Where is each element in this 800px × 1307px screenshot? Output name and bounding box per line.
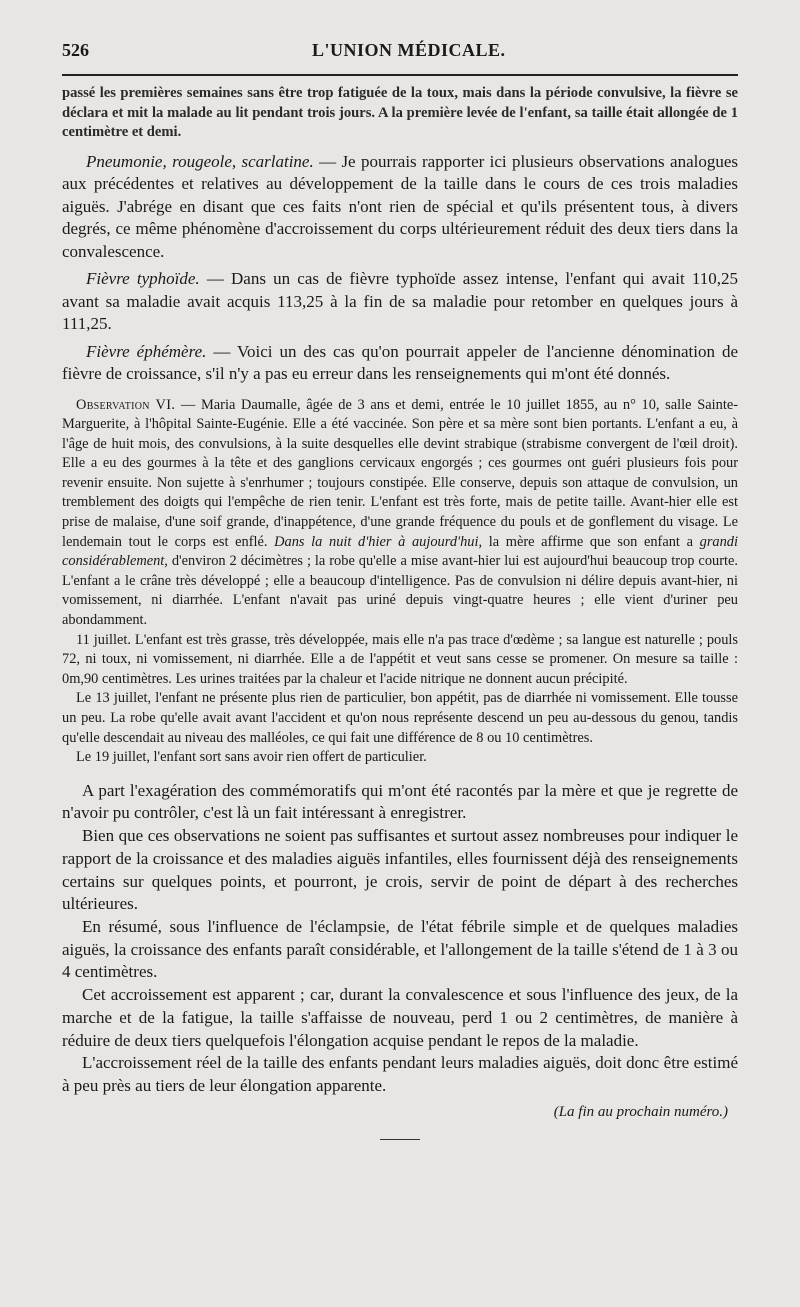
conclusion-paragraph-2: Bien que ces observations ne soient pas suffisantes et surtout assez nombreuses pour indiquer le rapport de la croissance et des maladies aiguës infantiles, elles fournissent déjà des renseignements certains sur quelques points, et pourront, je crois, servir de point de départ à des recherches ultérieures. [62,826,738,914]
conclusion-paragraph-1: A part l'exagération des commémoratifs qui m'ont été racontés par la mère et que je regrette de n'avoir pu contrôler, c'est là un fait intéressant à enregistrer. [62,780,738,823]
observation-label: Observation VI. [76,396,176,413]
observation-paragraph-4: Le 19 juillet, l'enfant sort sans avoir rien offert de particulier. [76,749,427,766]
observation-italic-1: Dans la nuit d'hier à aujourd'hui, [274,533,483,550]
journal-title: L'UNION MÉDICALE. [312,40,506,60]
observation-paragraph-2: 11 juillet. L'enfant est très grasse, très développée, mais elle n'a pas trace d'œdème ; sa langue est naturelle ; pouls 72, ni toux, ni vomissement, ni diarrhée. Elle a de l'appétit et veut sans cesse se promener. On mesure sa taille : 0m,90 centimètres. Les urines traitées par la chaleur et l'acide nitrique ne donnent aucun précipité. [62,631,738,687]
running-head [62,40,738,72]
section-paragraph-pneumonie [62,151,738,264]
section-text-ephemere: — Voici un des cas qu'on pourrait appeler de l'ancienne dénomination de fièvre de croissance, s'il n'y a pas eu erreur dans les renseignements qui m'ont été donnés. [62,341,738,383]
conclusion-paragraph-4: Cet accroissement est apparent ; car, durant la convalescence et sous l'influence des jeux, de la marche et de la fatigue, la taille s'affaisse de nouveau, perd 1 ou 2 centimètres, de manière à réduire de deux tiers quelquefois l'élongation acquise pendant le repos de la maladie. [62,985,738,1050]
observation-paragraph-3: Le 13 juillet, l'enfant ne présente plus rien de particulier, bon appétit, pas de diarrhée ni vomissement. Elle tousse un peu. La robe qu'elle avait avant l'accident et qu'on nous représente descend un peu au-dessous du genou, tandis qu'elle descendait au niveau des malléoles, ce qui fait une différence de 8 ou 10 centimètres. [62,690,738,746]
continuation-note: (La fin au prochain numéro.) [553,1103,728,1120]
section-text-typhoide: — Dans un cas de fièvre typhoïde assez intense, l'enfant qui avait 110,25 avant sa maladie avait acquis 113,25 à la fin de sa maladie pour retomber en quelques jours à 111,25. [62,269,739,333]
observation-text-a: — Maria Daumalle, âgée de 3 ans et demi, entrée le 10 juillet 1855, au n° 10, salle Sainte-Marguerite, à l'hôpital Sainte-Eugénie. Elle a été vaccinée. Son père et sa mère sont bien portants. L'enfant a eu, à l'âge de huit mois, des convulsions, à la suite desquelles elle devint strabique (strabisme convergent de l'œil droit). Elle a eu des gourmes à la tête et des ganglions cervicaux engorgés ; ces gourmes ont guéri plusieurs fois pour revenir ensuite. Non sujette à s'enrhumer ; toujours constipée. Elle conserve, depuis son attaque de convulsion, un tremblement des doigts qui l'empêche de rien tenir. L'enfant est très forte, mais de petite taille. Avant-hier elle est prise de malaise, d'une soif grande, d'inappétence, d'une grande fréquence du pouls et de gonflement du visage. Le lendemain tout le corps est enflé. [62,396,738,550]
intro-paragraph: passé les premières semaines sans être trop fatiguée de la toux, mais dans la période convulsive, la fièvre se déclara et mit la malade au lit pendant trois jours. A la première levée de l'enfant, sa taille était allongée de 1 centimètre et demi. [62,85,738,140]
observation-text-c: d'environ 2 décimètres ; la robe qu'elle a mise avant-hier lui est aujourd'hui beaucoup trop courte. L'enfant a le crâne très développé ; elle a beaucoup d'intelligence. Pas de convulsion ni délire depuis avant-hier, ni vomissement, ni diarrhée. L'enfant n'avait pas uriné depuis vingt-quatre heures ; elle vient d'uriner peu abondamment. [62,553,738,629]
section-lead-typhoide: Fièvre typhoïde. [86,269,200,288]
header-rule [62,74,738,76]
section-paragraph-ephemere [62,341,738,386]
section-lead-pneumonie: Pneumonie, rougeole, scarlatine. [86,151,314,171]
observation-paragraph-1 [62,396,738,631]
observation-italic-2: grandi considérablement, [62,533,739,570]
end-rule [380,1139,420,1140]
conclusion-paragraph-5: L'accroissement réel de la taille des enfants pendant leurs maladies aiguës, doit donc être estimé à peu près au tiers de leur élongation apparente. [62,1053,738,1095]
section-lead-ephemere: Fièvre éphémère. [86,341,207,361]
section-paragraph-typhoide [62,268,738,336]
page-number: 526 [62,40,89,60]
observation-text-b: la mère affirme que son enfant a [482,533,700,550]
section-text-pneumonie: — Je pourrais rapporter ici plusieurs observations analogues aux précédentes et relatives au développement de la taille dans le cours de ces trois maladies aiguës. J'abrége en disant que ces faits n'ont rien de spécial et qu'ils présentent tous, à divers degrés, ce même phénomène d'accroissement du corps ultérieurement réduit des deux tiers dans la convalescence. [62,151,739,261]
conclusion-paragraph-3: En résumé, sous l'influence de l'éclampsie, de l'état fébrile simple et de quelques maladies aiguës, la croissance des enfants paraît considérable, et l'allongement de la taille s'étend de 1 à 3 ou 4 centimètres. [62,917,738,982]
